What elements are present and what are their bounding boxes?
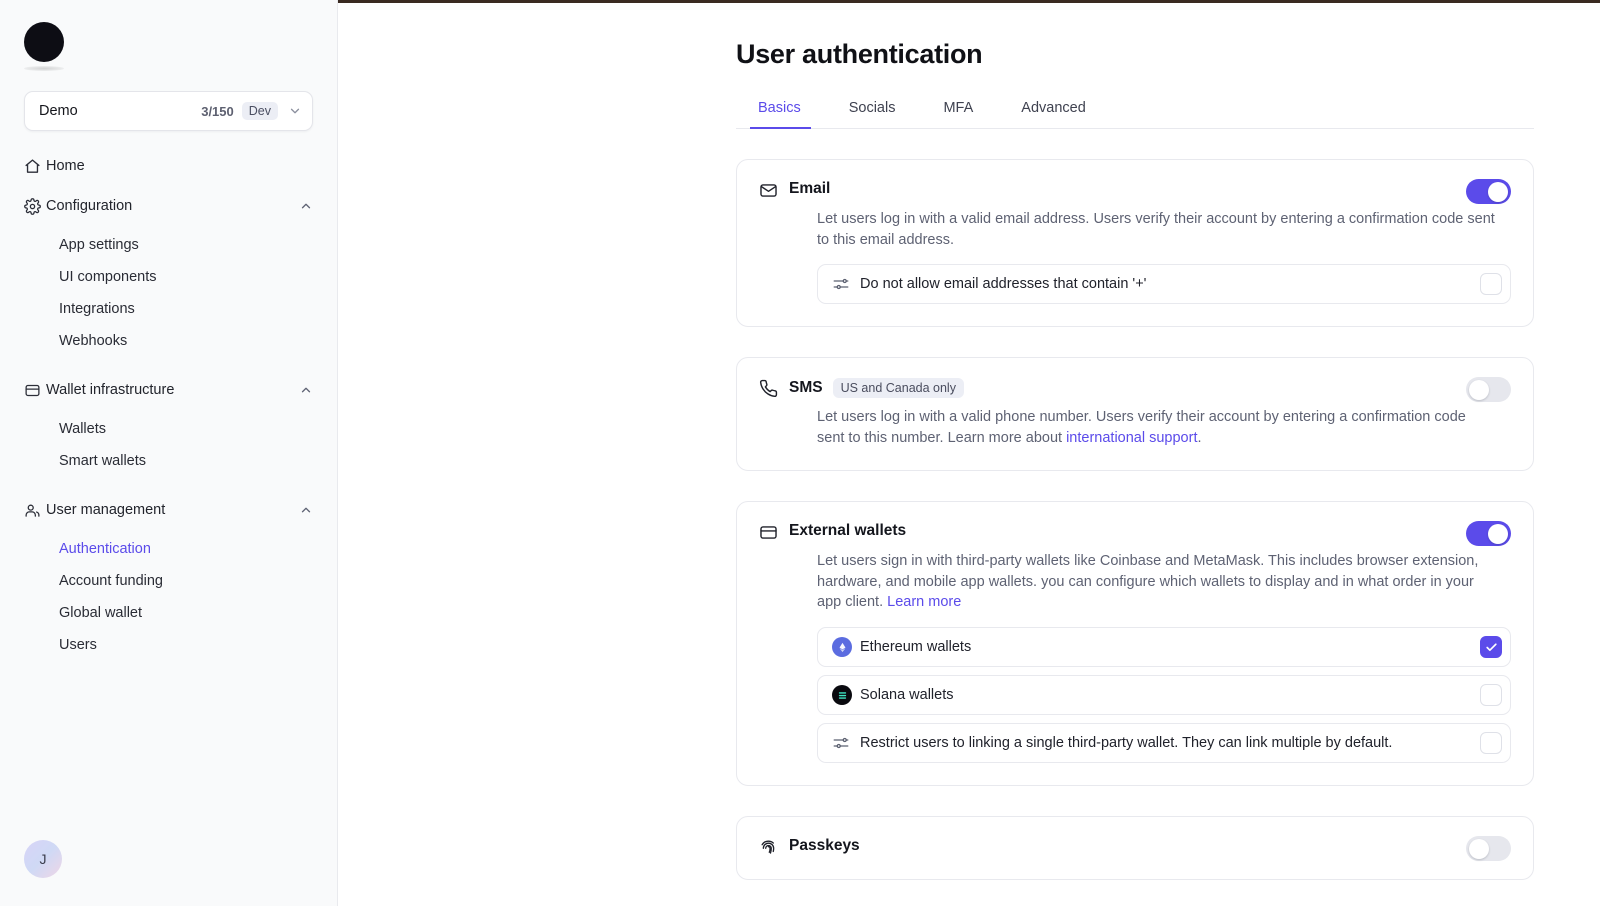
sidebar-group-wallet-infrastructure[interactable] — [0, 373, 337, 407]
external-wallets-toggle[interactable] — [1466, 521, 1511, 546]
email-plus-option-label: Do not allow email addresses that contain '+' — [860, 276, 1147, 293]
sidebar-item-global-wallet[interactable] — [0, 597, 337, 629]
logo-shadow — [24, 66, 64, 71]
passkeys-card — [736, 816, 1534, 880]
tab-label: Socials — [848, 100, 896, 116]
sidebar-group-user-management[interactable] — [0, 493, 337, 527]
sms-title-text: SMS — [789, 379, 823, 397]
sidebar-item-label: Home — [46, 158, 85, 174]
chevron-down-icon — [288, 104, 302, 118]
sidebar-item-wallets[interactable] — [0, 413, 337, 445]
ethereum-wallets-label: Ethereum wallets — [860, 639, 972, 656]
sms-description — [817, 407, 1497, 448]
email-title: Email — [789, 180, 831, 197]
sidebar-item-webhooks[interactable] — [0, 325, 337, 357]
wallet-icon — [24, 382, 46, 399]
toggle-knob — [1469, 839, 1489, 859]
email-card — [736, 159, 1534, 327]
sidebar-item-home[interactable] — [0, 149, 337, 183]
sms-description-text: Let users log in with a valid phone number. Users verify their account by entering a confirmation code sent to this number. Learn more about — [817, 409, 1466, 446]
fingerprint-icon — [759, 837, 789, 857]
chevron-up-icon — [299, 383, 313, 397]
sidebar-item-label: Authentication — [59, 541, 151, 557]
tab-bar — [736, 100, 1534, 129]
ethereum-wallets-checkbox[interactable] — [1480, 636, 1502, 658]
sidebar-item-smart-wallets[interactable] — [0, 445, 337, 477]
sidebar-item-label: Webhooks — [59, 333, 128, 349]
sidebar-item-label: Configuration — [46, 198, 133, 214]
sms-region-badge: US and Canada only — [833, 378, 964, 398]
wallet-icon — [759, 522, 789, 542]
sidebar-item-label: Smart wallets — [59, 453, 147, 469]
project-env-badge: Dev — [242, 102, 278, 120]
avatar[interactable] — [24, 840, 62, 878]
sidebar-item-integrations[interactable] — [0, 293, 337, 325]
solana-wallets-row[interactable] — [817, 675, 1511, 715]
sidebar-item-ui-components[interactable] — [0, 261, 337, 293]
external-wallets-title: External wallets — [789, 522, 907, 540]
sms-title — [789, 378, 964, 398]
sliders-icon — [832, 734, 860, 752]
tab-advanced[interactable] — [997, 100, 1110, 128]
envelope-icon — [759, 180, 789, 200]
sidebar-item-authentication[interactable] — [0, 533, 337, 565]
email-toggle[interactable] — [1466, 179, 1511, 204]
tab-label: MFA — [943, 100, 974, 116]
sidebar-item-account-funding[interactable] — [0, 565, 337, 597]
sidebar-item-label: Global wallet — [59, 605, 143, 621]
users-icon — [24, 502, 46, 519]
international-support-link[interactable]: international support — [1066, 429, 1198, 446]
sidebar-item-label: Users — [59, 637, 97, 653]
passkeys-toggle[interactable] — [1466, 836, 1511, 861]
logo — [0, 0, 337, 71]
sms-card — [736, 357, 1534, 471]
restrict-linking-row[interactable] — [817, 723, 1511, 763]
avatar-initial: J — [39, 851, 47, 867]
sms-description-tail: . — [1197, 429, 1202, 446]
passkeys-title: Passkeys — [789, 837, 860, 855]
content-column — [338, 3, 1600, 880]
sidebar-item-label: UI components — [59, 269, 157, 285]
sidebar — [0, 0, 338, 906]
sidebar-group-configuration[interactable] — [0, 189, 337, 223]
toggle-knob — [1488, 524, 1508, 544]
toggle-knob — [1469, 380, 1489, 400]
solana-wallets-label: Solana wallets — [860, 687, 954, 704]
email-plus-option-checkbox[interactable] — [1480, 273, 1502, 295]
email-description: Let users log in with a valid email address. Users verify their account by entering a confirmation code sent to this email address. — [817, 211, 1495, 248]
project-name: Demo — [39, 103, 78, 119]
sidebar-item-label: App settings — [59, 237, 139, 253]
sidebar-item-app-settings[interactable] — [0, 229, 337, 261]
page-title: User authentication — [736, 39, 983, 69]
gear-icon — [24, 198, 46, 215]
solana-wallets-checkbox[interactable] — [1480, 684, 1502, 706]
solana-icon — [832, 685, 860, 705]
restrict-linking-checkbox[interactable] — [1480, 732, 1502, 754]
ethereum-icon — [832, 637, 860, 657]
learn-more-link[interactable]: Learn more — [887, 594, 962, 611]
tab-label: Advanced — [1021, 100, 1086, 116]
email-card-header — [759, 180, 1511, 200]
tab-socials[interactable] — [825, 100, 920, 128]
tab-label: Basics — [758, 100, 801, 116]
project-switcher[interactable] — [24, 91, 313, 131]
sidebar-item-users[interactable] — [0, 629, 337, 661]
sidebar-item-label: Account funding — [59, 573, 163, 589]
logo-mark — [24, 22, 64, 62]
main-content — [338, 0, 1600, 906]
external-wallets-card — [736, 501, 1534, 786]
external-wallets-description — [817, 551, 1497, 613]
chevron-up-icon — [299, 199, 313, 213]
nav-spacer — [0, 357, 337, 373]
sms-card-header — [759, 378, 1511, 398]
sidebar-item-label: Wallet infrastructure — [46, 382, 175, 398]
sidebar-item-label: Wallets — [59, 421, 106, 437]
toggle-knob — [1488, 182, 1508, 202]
nav-spacer — [0, 477, 337, 493]
external-wallets-card-header — [759, 522, 1511, 542]
email-plus-option-row[interactable] — [817, 264, 1511, 304]
sidebar-nav — [0, 149, 337, 661]
phone-icon — [759, 378, 789, 398]
sidebar-item-label: User management — [46, 502, 166, 518]
sms-toggle[interactable] — [1466, 377, 1511, 402]
sidebar-item-label: Integrations — [59, 301, 135, 317]
restrict-linking-label: Restrict users to linking a single third-party wallet. They can link multiple by default. — [860, 735, 1393, 752]
chevron-up-icon — [299, 503, 313, 517]
home-icon — [24, 158, 46, 175]
passkeys-card-header — [759, 837, 1511, 857]
ethereum-wallets-row[interactable] — [817, 627, 1511, 667]
sliders-icon — [832, 275, 860, 293]
external-wallets-description-text: Let users sign in with third-party wallets like Coinbase and MetaMask. This includes browser extension, hardware, and mobile app wallets. you can configure which wallets to display and in what order in your app client. — [817, 553, 1479, 611]
tab-basics[interactable] — [736, 100, 825, 128]
project-usage-count: 3/150 — [201, 103, 234, 119]
tab-mfa[interactable] — [919, 100, 997, 128]
